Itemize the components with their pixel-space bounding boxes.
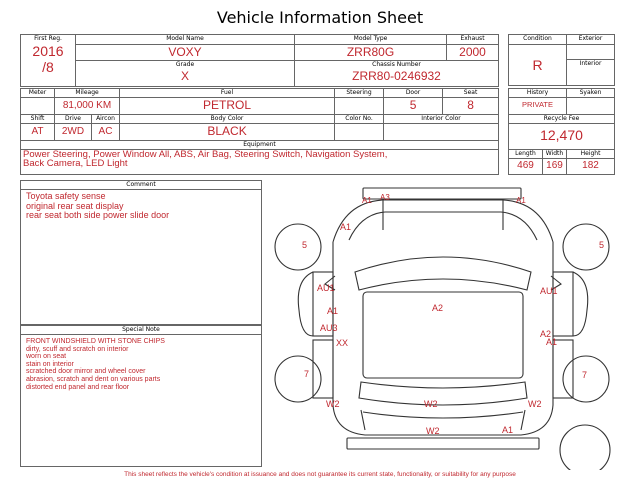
seat-label: Seat <box>443 89 499 98</box>
width-label: Width <box>543 150 567 159</box>
damage-code: AU3 <box>320 323 338 333</box>
shift-value: AT <box>21 124 55 141</box>
history-value: PRIVATE <box>509 98 567 115</box>
damage-code: 7 <box>304 369 310 379</box>
damage-code: W2 <box>528 399 542 409</box>
condition-table <box>508 34 615 86</box>
comment-line: original rear seat display <box>26 200 124 211</box>
left-panel-rear <box>313 340 333 398</box>
shift-label: Shift <box>21 115 55 124</box>
rear-window-shape <box>359 382 527 405</box>
special-note-line: stain on interior <box>26 360 74 368</box>
right-panel-rear <box>553 340 573 398</box>
sheet-title: Vehicle Information Sheet <box>216 8 424 27</box>
drive-label: Drive <box>55 115 92 124</box>
interior-color-label: Interior Color <box>384 115 499 124</box>
body-color-value: BLACK <box>120 124 335 141</box>
drive-value: 2WD <box>55 124 92 141</box>
damage-code: 7 <box>582 370 588 380</box>
interior-label: Interior <box>567 60 615 86</box>
damage-code: A1 <box>546 337 558 347</box>
height-label: Height <box>567 150 615 159</box>
fuel-label: Fuel <box>120 89 335 98</box>
comment-lines <box>21 190 261 221</box>
recycle-value: 12,470 <box>509 124 615 150</box>
color-no-value <box>335 124 384 141</box>
rear-bumper-shape <box>347 438 539 449</box>
meter-value <box>21 98 55 115</box>
fuel-value: PETROL <box>120 98 335 115</box>
damage-code: W2 <box>326 399 340 409</box>
right-panel-front <box>553 272 573 336</box>
model-name-label: Model Name <box>76 35 295 45</box>
special-note-line: abrasion, scratch and dent on various parts <box>26 375 161 383</box>
syaken-label: Syaken <box>567 89 615 98</box>
meter-label: Meter <box>21 89 55 98</box>
length-value: 469 <box>509 159 543 175</box>
special-note-label: Special Note <box>21 326 261 335</box>
model-type-value: ZRR80G <box>295 45 447 61</box>
aircon-value: AC <box>92 124 120 141</box>
damage-code: A1 <box>516 196 526 205</box>
special-note-line: worn on seat <box>26 353 67 361</box>
damage-code: W2 <box>424 399 438 409</box>
special-note-box <box>20 325 262 467</box>
damage-code: A1 <box>362 196 372 205</box>
door-value: 5 <box>384 98 443 115</box>
exhaust-label: Exhaust <box>447 35 499 45</box>
damage-code: 5 <box>599 240 605 250</box>
grade-label: Grade <box>175 61 195 68</box>
body-color-label: Body Color <box>120 115 335 124</box>
vehicle-info-table-mid <box>20 88 499 175</box>
equipment-value: Power Steering, Power Window All, ABS, Air Bag, Steering Switch, Navigation System, Back Camera, LED Light <box>21 150 499 175</box>
aircon-label: Aircon <box>92 115 120 124</box>
damage-code: AU1 <box>540 286 558 296</box>
steering-value <box>335 98 384 115</box>
tire-front-left <box>275 224 321 270</box>
seat-value: 8 <box>443 98 499 115</box>
damage-code: 5 <box>302 240 308 250</box>
special-note-line: scratched door mirror and wheel cover <box>26 368 146 376</box>
mileage-label: Mileage <box>55 89 120 98</box>
history-label: History <box>509 89 567 98</box>
special-note-line: distorted end panel and rear floor <box>26 383 130 391</box>
windshield-shape <box>355 257 531 290</box>
height-value: 182 <box>567 159 615 175</box>
damage-code: AU1 <box>317 283 335 293</box>
comment-label: Comment <box>21 181 261 190</box>
chassis-label: Chassis Number <box>372 61 421 68</box>
hood-shape <box>333 200 553 242</box>
special-note-line: dirty, scuff and scratch on interior <box>26 345 129 353</box>
body-outline-shape <box>333 242 553 435</box>
chassis-value: ZRR80-0246932 <box>352 69 441 83</box>
length-label: Length <box>509 150 543 159</box>
car-damage-diagram <box>265 180 625 470</box>
damage-code: A1 <box>502 425 514 435</box>
damage-code: A1 <box>327 306 339 316</box>
exterior-value <box>567 45 615 60</box>
special-note-lines <box>21 335 261 391</box>
disclaimer-footer: This sheet reflects the vehicle's condition at issuance and does not guarantee its current state, functionality, or suitability for any purpose <box>124 471 516 478</box>
model-name-value: VOXY <box>76 45 295 61</box>
history-table <box>508 88 615 175</box>
damage-code: A3 <box>380 193 390 202</box>
damage-code: A2 <box>432 303 444 313</box>
first-reg-label: First Reg. <box>34 35 62 42</box>
equipment-label: Equipment <box>21 141 499 150</box>
exhaust-value: 2000 <box>447 45 499 61</box>
condition-label: Condition <box>509 35 567 45</box>
first-reg-month: /8 <box>42 59 54 75</box>
special-note-line: FRONT WINDSHIELD WITH STONE CHIPS <box>26 338 165 345</box>
damage-code: A2 <box>540 329 552 339</box>
steering-label: Steering <box>335 89 384 98</box>
interior-color-value <box>384 124 499 141</box>
exterior-label: Exterior <box>567 35 615 45</box>
model-type-label: Model Type <box>295 35 447 45</box>
door-label: Door <box>384 89 443 98</box>
damage-code: W2 <box>426 426 440 436</box>
color-no-label: Color No. <box>335 115 384 124</box>
syaken-value <box>567 98 615 115</box>
grade-value: X <box>180 69 189 83</box>
mileage-value: 81,000 KM <box>55 98 120 115</box>
first-reg-cell <box>21 35 76 87</box>
comment-box <box>20 180 262 325</box>
damage-code: A1 <box>340 222 352 232</box>
tailgate-shape <box>363 412 523 418</box>
damage-code: XX <box>336 338 349 348</box>
grade-cell <box>76 61 295 87</box>
tire-rear-left <box>275 356 321 402</box>
vehicle-info-table-top <box>20 34 499 87</box>
spare-tire <box>560 425 610 470</box>
comment-line: rear seat both side power slide door <box>26 210 170 220</box>
recycle-label: Recycle Fee <box>509 115 615 124</box>
chassis-cell <box>295 61 499 87</box>
width-value: 169 <box>543 159 567 175</box>
comment-line: Toyota safety sense <box>26 191 106 201</box>
first-reg-year: 2016 <box>32 43 64 59</box>
condition-value: R <box>509 45 567 86</box>
